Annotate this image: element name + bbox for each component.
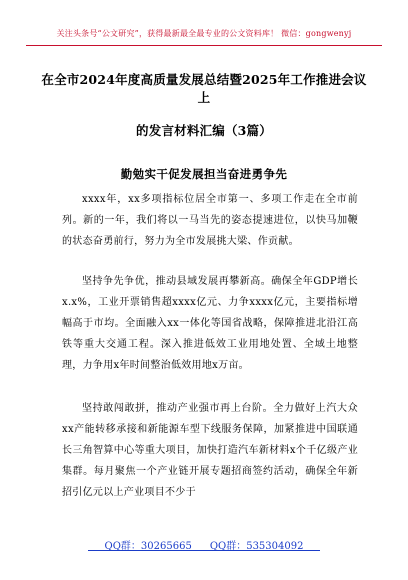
body-paragraph: xxxx年，xx多项指标位居全市第一、多项工作走在全市前列。新的一年，我们将以一马当先的姿态提速进位，以快马加鞭的状态奋勇前行，努力为全市发展挑大梁、作贡献。 <box>62 194 358 247</box>
footer-qq-group-2: QQ群：535304092 <box>209 541 304 552</box>
header-banner: 关注头条号“公文研究”，获得最新最全最专业的公文资料库！ 微信：gongwenyj <box>56 29 352 38</box>
section-heading: 勤勉实干促发展担当奋进勇争先 <box>120 167 288 181</box>
header-divider <box>26 45 382 46</box>
footer-underline <box>88 550 320 551</box>
document-title-line-2: 的发言材料汇编（3篇） <box>136 123 272 138</box>
footer-qq-group-1: QQ群：30265665 <box>104 541 192 552</box>
document-title-line-1: 在全市2024年度高质量发展总结暨2025年工作推进会议上 <box>41 72 367 105</box>
body-paragraph: 坚持争先争优，推动县域发展再攀新高。确保全年GDP增长x.x%，工业开票销售超xxxx亿元、力争xxxx亿元，主要指标增幅高于市均。全面融入xx一体化等国省战略，保障推进北沿江高铁等重大交通工程。深入推进低效工业用地处置、全域土地整理，力争用x年时间整治低效用地x万亩。 <box>62 276 358 371</box>
body-paragraph: 坚持敢闯敢拼，推动产业强市再上台阶。全力做好上汽大众xx产能转移承接和新能源车型下线服务保障，加紧推进中国联通长三角智算中心等重大项目，加快打造汽车新材料x个千亿级产业集群。每月聚焦一个产业链开展专题招商签约活动，确保全年新招引亿元以上产业项目不少于 <box>62 403 358 498</box>
